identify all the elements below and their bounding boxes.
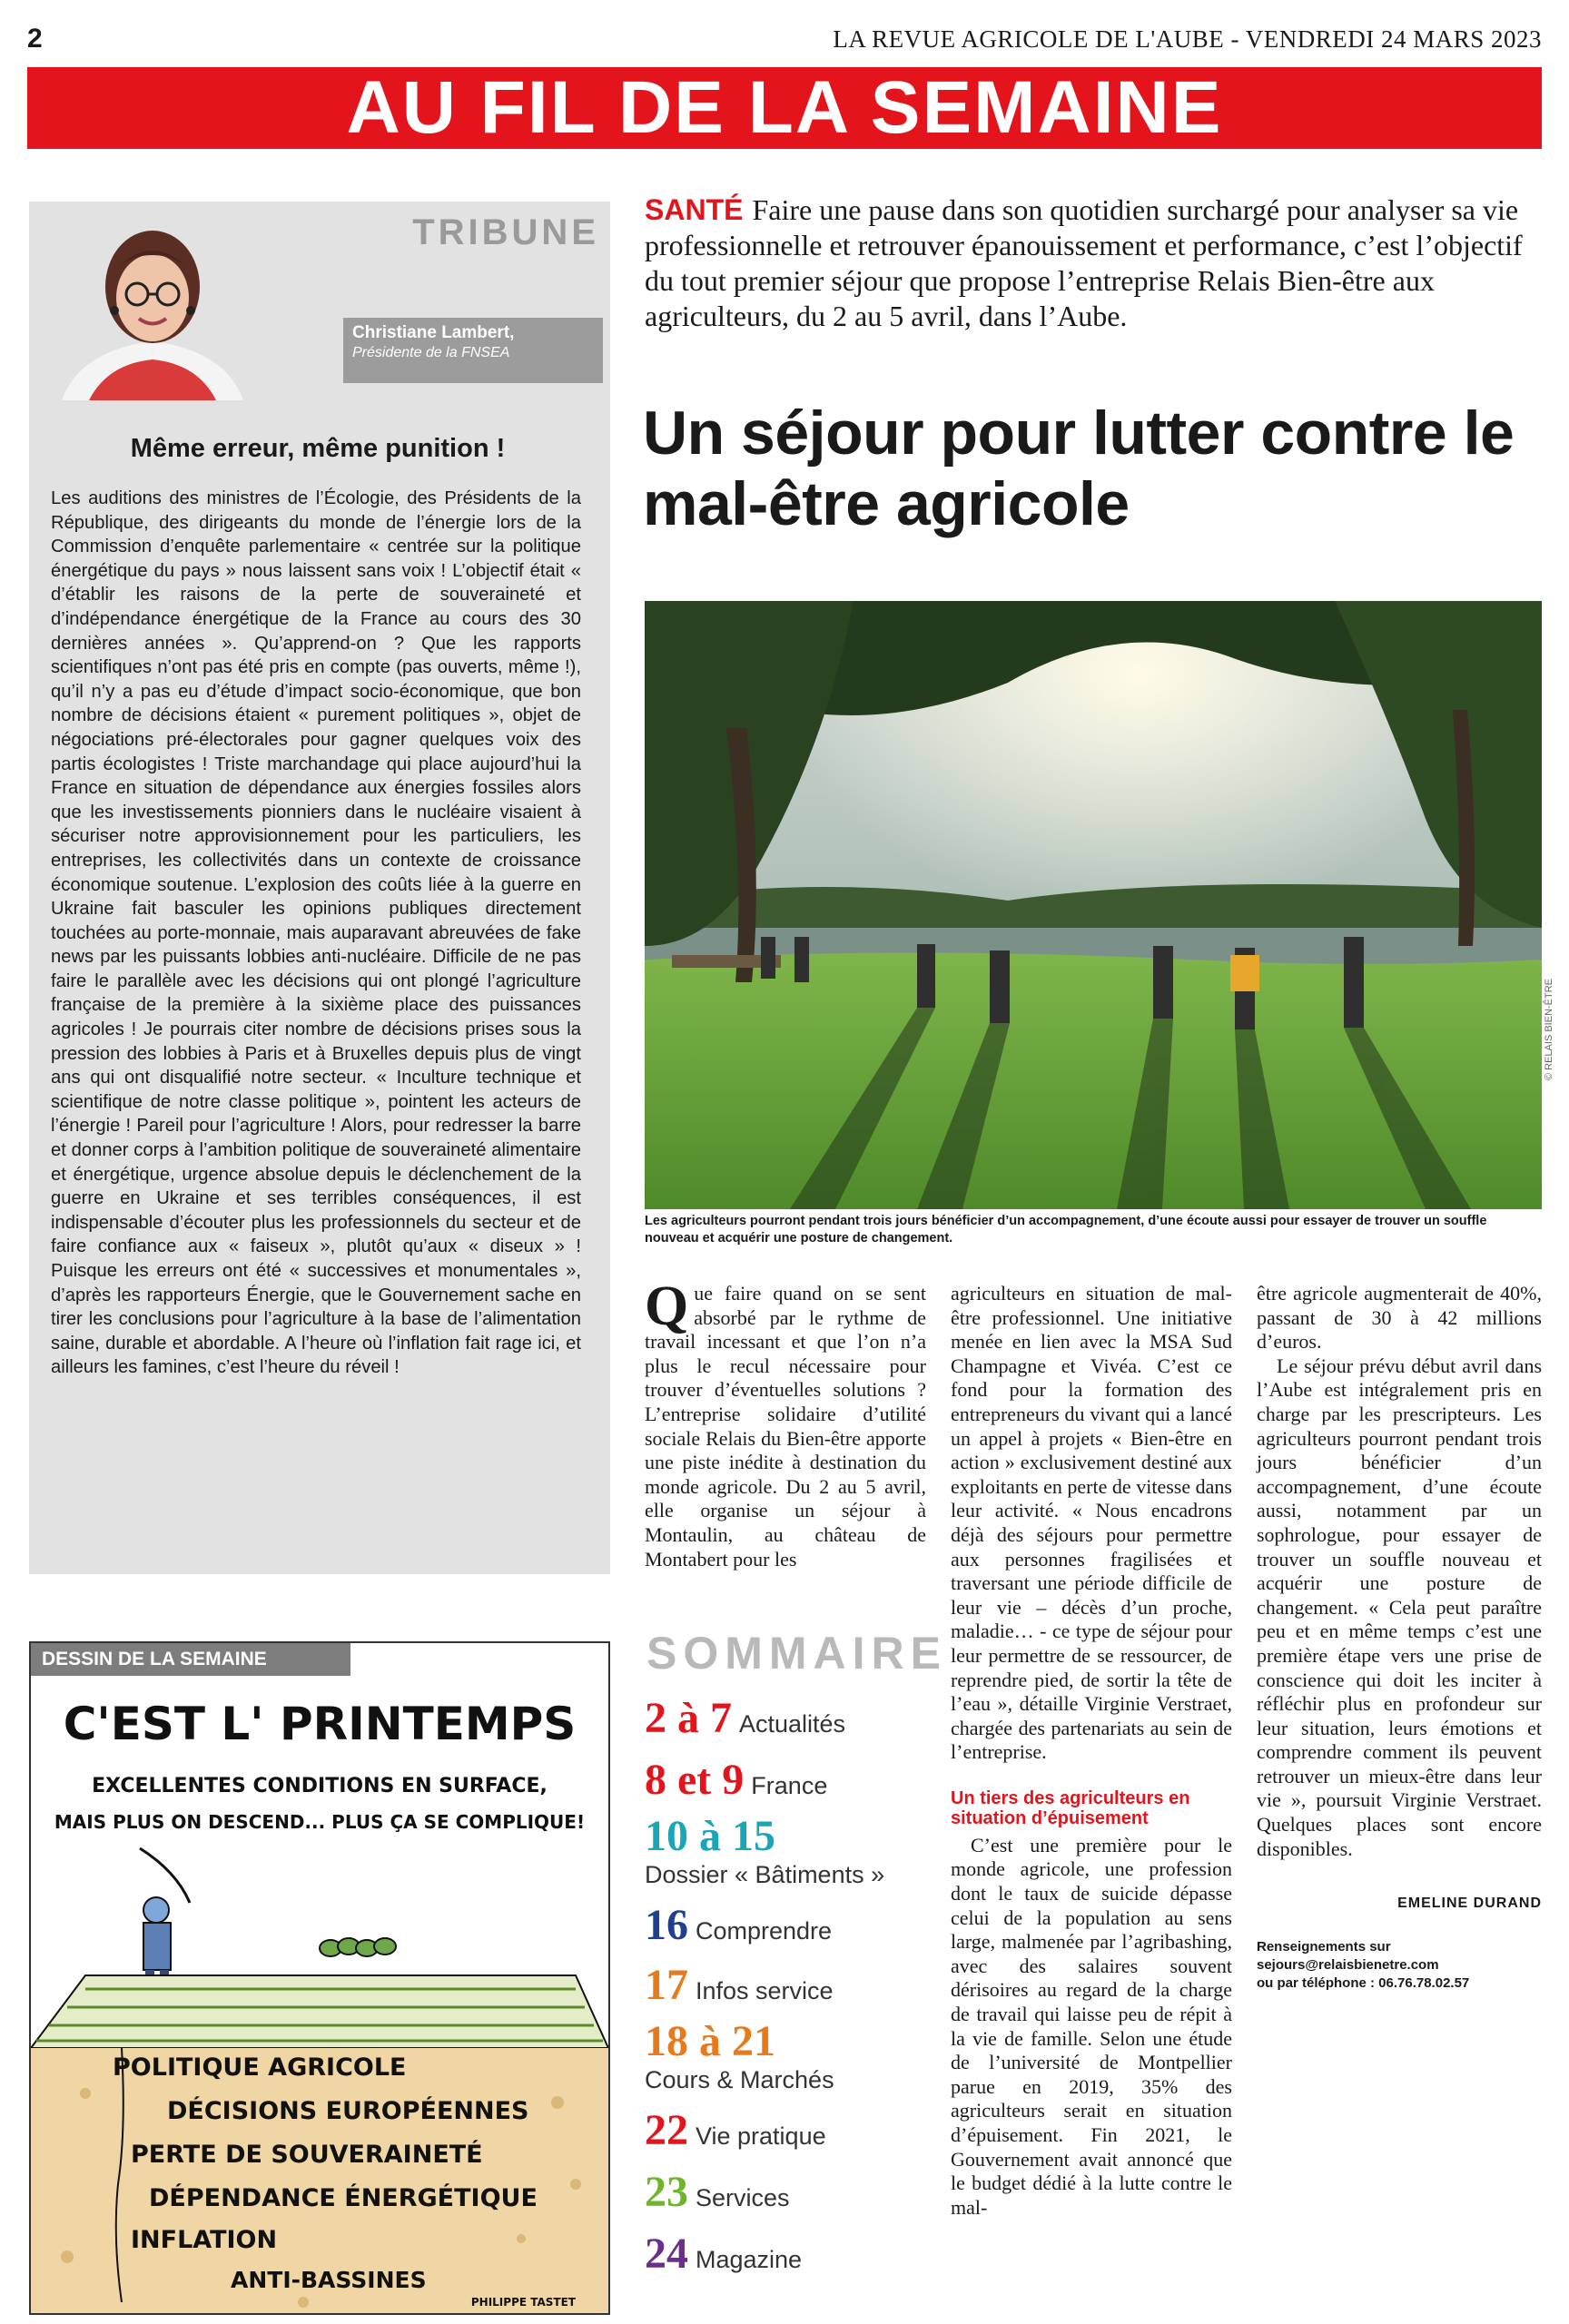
- cartoon-layer: DÉCISIONS EUROPÉENNES: [167, 2097, 529, 2125]
- author-role: Présidente de la FNSEA: [352, 345, 510, 360]
- sommaire-item[interactable]: [645, 1901, 935, 1950]
- section-banner: AU FIL DE LA SEMAINE: [27, 67, 1542, 149]
- sommaire-item[interactable]: [645, 1694, 935, 1743]
- author-portrait: [53, 214, 252, 400]
- contact-line-1: Renseignements sur: [1257, 1938, 1391, 1955]
- column-1-text: ue faire quand on se sent absorbé par le rythme de travail incessant et que l’on n’a plus le recul nécessaire pour trouver d’éventuelles solutions ? L’entreprise solidaire d’utilité sociale Relais du Bien-être apporte une piste inédite à destination du monde agricole. Du 2 au 5 avril, elle organise un séjour à Montaulin, au château de Montabert pour les: [645, 1282, 926, 1571]
- sommaire-pages: 8 et 9: [645, 1756, 745, 1804]
- lead-text: Faire une pause dans son quotidien surchargé pour analyser sa vie professionnelle et retrouver épanouissement et performance, c’est l’objectif du tout premier séjour que propose l’entreprise Relais Bien-être aux agriculteurs, du 2 au 5 avril, dans l’Aube.: [645, 193, 1523, 332]
- contact-info: [1257, 1938, 1542, 1993]
- sommaire-pages: 17: [645, 1961, 688, 2009]
- column-3-text: être agricole augmenterait de 40%, passant de 30 à 42 millions d’euros.: [1257, 1282, 1542, 1354]
- sommaire-label: France: [751, 1772, 828, 1799]
- column-2-text-2: C’est une première pour le monde agricole, une profession dont le taux de suicide dépasse celui de la population au sens large, malmenée par l’agribashing, avec des salaires souvent dérisoires au regard de la charge de travail qui laisse peu de répit à la vie de famille. Selon une étude de l’université de Montpellier parue en 2019, 35% des agriculteurs serait en situation d’épuisement. Fin 2021, le Gouvernement avait annoncé que le budget dédié à la lutte contre le mal-: [951, 1833, 1232, 2219]
- sommaire-item[interactable]: [645, 1812, 935, 1888]
- sommaire-label: Cours & Marchés: [645, 2066, 834, 2093]
- sommaire-pages: 23: [645, 2168, 688, 2216]
- author-box: [343, 318, 603, 383]
- contact-phone: ou par téléphone : 06.76.78.02.57: [1257, 1974, 1470, 1991]
- photo-credit: © RELAIS BIEN-ÊTRE: [1544, 978, 1554, 1080]
- sommaire-label: Services: [696, 2184, 790, 2211]
- cartoon-title: C'EST L' PRINTEMPS: [63, 1698, 577, 1750]
- cartoon-label: DESSIN DE LA SEMAINE: [31, 1643, 350, 1676]
- sommaire-item[interactable]: [645, 2017, 935, 2093]
- sommaire-title: SOMMAIRE: [646, 1628, 947, 1679]
- sommaire-pages: 18 à 21: [645, 2017, 775, 2065]
- sommaire-item[interactable]: [645, 1756, 935, 1805]
- tribune-title: Même erreur, même punition !: [130, 434, 506, 463]
- article-byline: EMELINE DURAND: [1397, 1896, 1542, 1912]
- article-column-2: [951, 1282, 1232, 2220]
- page-number: 2: [27, 24, 43, 54]
- cartoon-layer: POLITIQUE AGRICOLE: [113, 2053, 407, 2082]
- article-column-1: [645, 1275, 926, 1571]
- sommaire-item[interactable]: [645, 1961, 935, 2010]
- sommaire-item[interactable]: [645, 2106, 935, 2155]
- article-column-3: [1257, 1282, 1542, 1993]
- cartoon-signature: PHILIPPE TASTET: [470, 2296, 576, 2309]
- sommaire-label: Magazine: [696, 2246, 803, 2273]
- sommaire-pages: 2 à 7: [645, 1694, 732, 1742]
- sommaire-label: Vie pratique: [696, 2122, 826, 2150]
- cartoon-layer: ANTI-BASSINES: [231, 2267, 427, 2293]
- sommaire-pages: 22: [645, 2106, 688, 2154]
- sommaire-pages: 10 à 15: [645, 1812, 775, 1860]
- cartoon-layer: PERTE DE SOUVERAINETÉ: [131, 2141, 483, 2169]
- column-3-text-2: Le séjour prévu début avril dans l’Aube est intégralement pris en charge par les prescripteurs. Les agriculteurs pourront pendant trois jours bénéficier d’un accompagnement, d’une écoute aussi, notamment par un sophrologue, pour essayer de trouver un souffle nouveau et acquérir une posture de changement. « Cela peut paraître peu et en même temps c’est une première étape vers une prise de conscience qui doit les inciter à réfléchir plus en profondeur sur leur situation, leurs émotions et comprendre comment ils peuvent retrouver un mieux-être dans leur vie », poursuit Virginie Verstraet. Quelques places sont encore disponibles.: [1257, 1354, 1542, 1860]
- tribune-body: Les auditions des ministres de l’Écologie, des Présidents de la République, des dirigeants du monde de l’énergie lors de la Commission d’enquête parlementaire « centrée sur la politique énergétique du pays » nous laissent sans voix ! L’objectif était « d’établir les raisons de la perte de souveraineté et d’indépendance énergétique de la France au cours des 30 dernières années ». Qu’apprend-on ? Que les rapports scientifiques n’ont pas été pris en compte (pas ouverts, même !), qu’il n’y a pas eu d’étude d’impact socio-économique, que bon nombre de décisions étaient « purement politiques », objet de négociations pré-électorales pour gagner quelques voix des partis écologistes ! Triste marchandage qui place aujourd’hui la France en situation de dépendance aux énergies fossiles alors que les investissements pionniers dans le nucléaire visaient à sécuriser notre approvisionnement pour les particuliers, les entreprises, les collectivités dans un contexte de croissance économique soutenue. L’explosion des coûts liée à la guerre en Ukraine fait basculer les opinions publiques directement touchées au porte-monnaie, mais auparavant abreuvées de fake news par les puissants lobbies anti-nucléaire. Difficile de ne pas faire le parallèle avec les décisions qui ont plongé l’agriculture française de la première à la sixième place des puissances agricoles ! Je pourrais citer nombre de décisions prises sous la pression des lobbies à Paris et à Bruxelles depuis plus de vingt ans qui ont disqualifié notre secteur. « Inculture technique et scientifique de notre classe politique », pointent les acteurs de l’énergie ! Pareil pour l’agriculture ! Alors, pour redresser la barre et donner corps à l’ambition politique de souveraineté alimentaire et énergétique, urgence absolue depuis le déclenchement de la guerre en Ukraine et ses terribles conséquences, il est indispensable d’écouter plus les professionnels du secteur et de faire confiance aux « faiseux », plutôt qu’aux « diseux » ! Puisque les erreurs ont été « successives et monumentales », d’après les rapporteurs Énergie, que le Gouvernement sache en tirer les conclusions pour l’agriculture à la base de l’alimentation saine, durable et abordable. A l’heure où l’inflation fait rage ici, et ailleurs les famines, c’est l’heure du réveil !: [51, 488, 581, 1378]
- cartoon-drawing: [31, 1676, 608, 2313]
- running-head: LA REVUE AGRICOLE DE L'AUBE - VENDREDI 24 MARS 2023: [833, 25, 1542, 53]
- column-2-text: agriculteurs en situation de mal-être professionnel. Une initiative menée en lien avec la MSA Sud Champagne et Vivéa. C’est ce fond pour la formation des entrepreneurs du vivant qui a lancé un appel à projets « Bien-être en action » exclusivement destiné aux exploitants en perte de vitesse dans leur activité. « Nous encadrons déjà des séjours pour permettre aux personnes fragilisées et traversant une période difficile de leur vie – décès d’un proche, maladie… - ce type de séjour pour leur permettre de se ressourcer, de reprendre pied, de sortir la tête de l’eau », détaille Virginie Verstraet, chargée des partenariats au sein de l’entreprise.: [951, 1282, 1232, 1764]
- sommaire-label: Dossier « Bâtiments »: [645, 1861, 885, 1888]
- cartoon-caption-2: MAIS PLUS ON DESCEND... PLUS ÇA SE COMPLIQUE!: [54, 1811, 586, 1833]
- article-photo: [645, 601, 1542, 1209]
- author-name: Christiane Lambert,: [352, 323, 515, 342]
- photo-caption: Les agriculteurs pourront pendant trois jours bénéficier d’un accompagnement, d’une écoute aussi pour essayer de trouver un souffle nouveau et acquérir une posture de changement.: [645, 1214, 1487, 1246]
- cartoon-caption-1: EXCELLENTES CONDITIONS EN SURFACE,: [92, 1775, 548, 1797]
- sommaire-pages: 24: [645, 2230, 688, 2278]
- sommaire-item[interactable]: [645, 2168, 935, 2217]
- cartoon-layer: INFLATION: [131, 2226, 278, 2254]
- article-rubric: SANTÉ: [645, 193, 744, 226]
- contact-email: sejours@relaisbienetre.com: [1257, 1956, 1439, 1973]
- sommaire-pages: 16: [645, 1901, 688, 1949]
- drop-cap: Q: [645, 1275, 689, 1337]
- sommaire-item[interactable]: [645, 2230, 935, 2279]
- tribune-label: TRIBUNE: [412, 212, 599, 252]
- cartoon-layer: DÉPENDANCE ÉNERGÉTIQUE: [149, 2184, 538, 2212]
- sommaire-label: Comprendre: [696, 1917, 833, 1945]
- sommaire-label: Infos service: [696, 1977, 834, 2004]
- article-lead: [645, 192, 1542, 334]
- sommaire-label: Actualités: [739, 1710, 846, 1738]
- article-subhead: Un tiers des agriculteurs en situation d’épuisement: [951, 1787, 1190, 1828]
- article-headline: Un séjour pour lutter contre le mal-être agricole: [643, 399, 1515, 538]
